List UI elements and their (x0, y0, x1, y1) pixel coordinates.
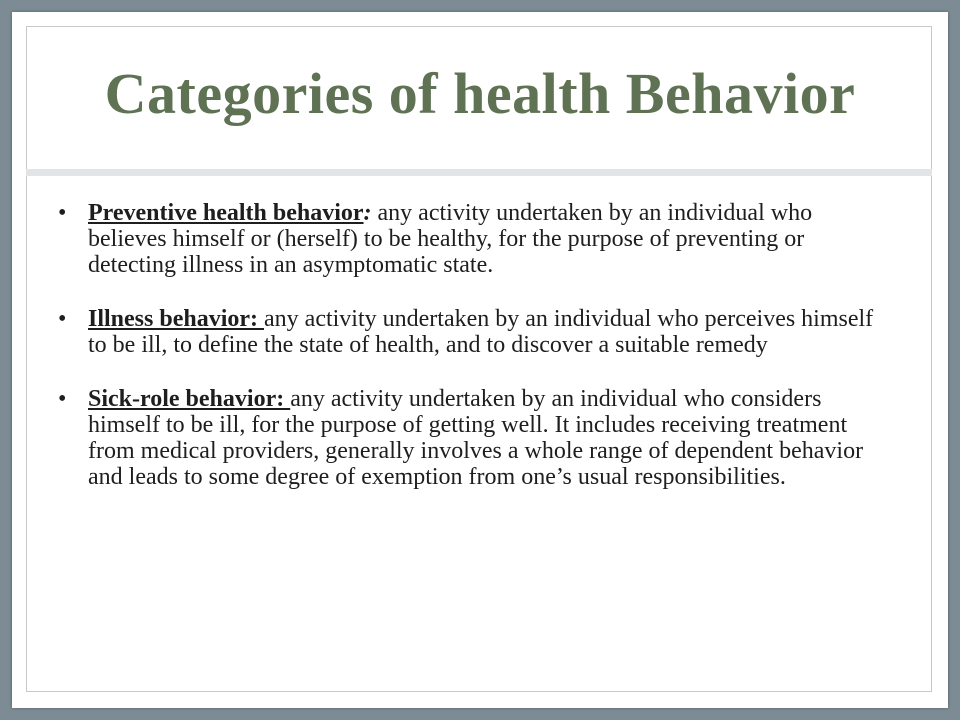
bullet-text: any activity undertaken by an individual who considers himself to be ill, for the purpose of getting well. It includes receiving treatment from medical providers, generally involves a whole range of dependent behavior and leads to some degree of exemption from one’s usual responsibilities. (88, 386, 864, 490)
bullet-icon: • (58, 200, 67, 226)
slide (12, 12, 948, 708)
bullet-term: Illness behavior: (88, 306, 265, 332)
bullet-term: Preventive health behavior (88, 200, 364, 226)
bullet-preventive (52, 200, 892, 278)
bullet-sick-role (52, 386, 892, 490)
bullet-icon: • (58, 386, 67, 412)
bullet-icon: • (58, 306, 67, 332)
title-divider (26, 169, 932, 176)
bullet-term: Sick-role behavior: (88, 386, 291, 412)
bullet-separator: : (363, 200, 372, 226)
bullet-list (52, 200, 892, 518)
bullet-text: any activity undertaken by an individual who believes himself or (herself) to be healthy, for the purpose of preventing or detecting illness in an asymptomatic state. (88, 200, 813, 278)
bullet-text: any activity undertaken by an individual who perceives himself to be ill, to define the state of health, and to discover a suitable remedy (88, 306, 874, 358)
bullet-illness (52, 306, 892, 358)
slide-title: Categories of health Behavior (104, 61, 856, 126)
